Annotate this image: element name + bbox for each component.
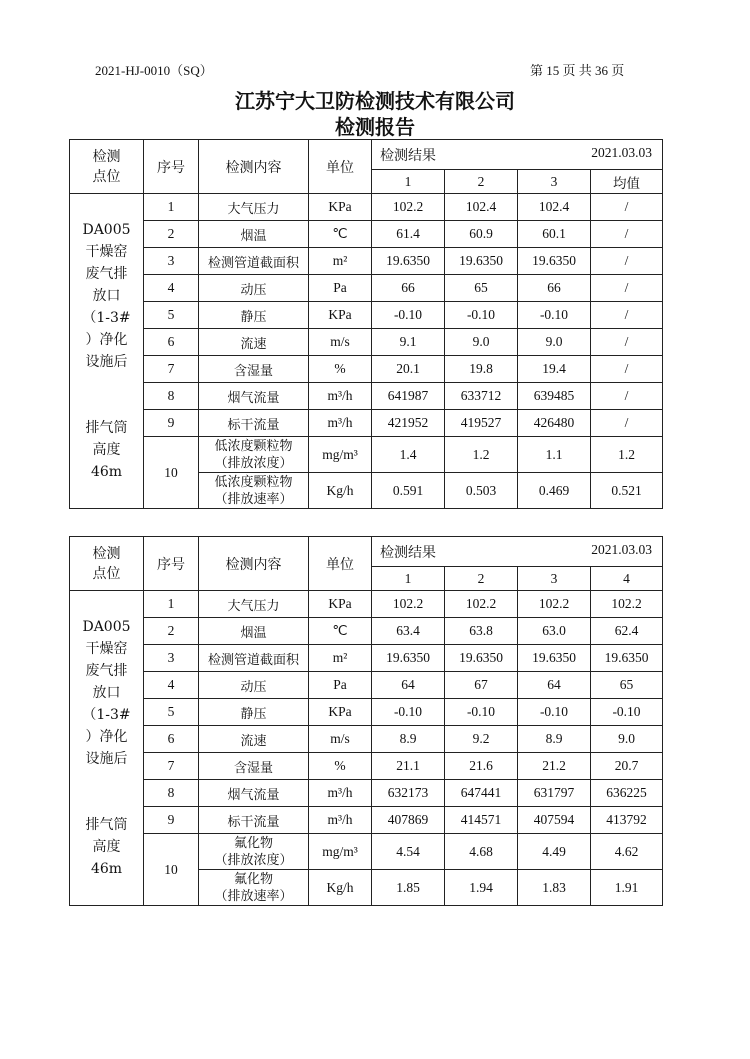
table-row — [70, 807, 663, 834]
result-value: 8.9 — [518, 726, 591, 753]
result-value: 1.94 — [445, 870, 518, 906]
column-header-point: 检测 点位 — [70, 140, 144, 194]
column-header-point: 检测 点位 — [70, 537, 144, 591]
table-row — [70, 618, 663, 645]
test-item: 含湿量 — [199, 356, 309, 383]
table-row — [70, 329, 663, 356]
test-item: 含湿量 — [199, 753, 309, 780]
result-value: 66 — [518, 275, 591, 302]
result-value: -0.10 — [591, 699, 663, 726]
result-value: 102.2 — [372, 194, 445, 221]
result-value: 9.1 — [372, 329, 445, 356]
result-value: -0.10 — [518, 302, 591, 329]
result-value: 65 — [591, 672, 663, 699]
row-number: 4 — [144, 672, 199, 699]
result-value: 19.6350 — [518, 248, 591, 275]
result-value: 407869 — [372, 807, 445, 834]
result-value: 1.4 — [372, 437, 445, 473]
result-value: 0.469 — [518, 473, 591, 509]
result-value: 20.1 — [372, 356, 445, 383]
unit: Pa — [309, 672, 372, 699]
sub-column-header: 3 — [518, 567, 591, 591]
result-value: -0.10 — [372, 302, 445, 329]
result-value: -0.10 — [445, 699, 518, 726]
test-item: 烟气流量 — [199, 780, 309, 807]
page-number: 第 15 页 共 36 页 — [530, 63, 625, 78]
result-value: 21.2 — [518, 753, 591, 780]
unit: m³/h — [309, 383, 372, 410]
column-header-unit: 单位 — [309, 537, 372, 591]
result-value: / — [591, 194, 663, 221]
test-item: 低浓度颗粒物 （排放速率） — [199, 473, 309, 509]
unit: Kg/h — [309, 870, 372, 906]
result-value: 102.2 — [445, 591, 518, 618]
column-header-unit: 单位 — [309, 140, 372, 194]
result-value: 414571 — [445, 807, 518, 834]
test-item: 静压 — [199, 699, 309, 726]
sampling-point: DA005 干燥窑 废气排 放口 （1-3# ）净化 设施后 排气筒 高度 46m — [70, 591, 144, 906]
results-table-1 — [69, 139, 663, 509]
sub-column-header: 2 — [445, 567, 518, 591]
result-value: 102.2 — [372, 591, 445, 618]
result-value: 9.0 — [591, 726, 663, 753]
result-value: 426480 — [518, 410, 591, 437]
result-value: 65 — [445, 275, 518, 302]
row-number: 3 — [144, 645, 199, 672]
test-item: 静压 — [199, 302, 309, 329]
row-number: 6 — [144, 329, 199, 356]
result-value: / — [591, 275, 663, 302]
row-number: 1 — [144, 194, 199, 221]
unit: m² — [309, 645, 372, 672]
result-value: 1.2 — [445, 437, 518, 473]
result-value: 60.9 — [445, 221, 518, 248]
result-value: 19.6350 — [372, 248, 445, 275]
results-label: 检测结果 — [380, 147, 436, 164]
result-value: -0.10 — [372, 699, 445, 726]
result-value: 407594 — [518, 807, 591, 834]
column-header-results — [372, 537, 663, 567]
result-value: / — [591, 248, 663, 275]
result-value: 20.7 — [591, 753, 663, 780]
column-header-item: 检测内容 — [199, 537, 309, 591]
table-row — [70, 248, 663, 275]
sub-column-header: 3 — [518, 170, 591, 194]
unit: mg/m³ — [309, 437, 372, 473]
result-value: 19.6350 — [518, 645, 591, 672]
result-value: 61.4 — [372, 221, 445, 248]
unit: ℃ — [309, 221, 372, 248]
test-item: 检测管道截面积 — [199, 248, 309, 275]
unit: m³/h — [309, 807, 372, 834]
unit: % — [309, 753, 372, 780]
sub-column-header: 2 — [445, 170, 518, 194]
result-value: 413792 — [591, 807, 663, 834]
column-header-results — [372, 140, 663, 170]
result-value: -0.10 — [518, 699, 591, 726]
test-item: 流速 — [199, 726, 309, 753]
result-value: 1.91 — [591, 870, 663, 906]
test-item: 流速 — [199, 329, 309, 356]
result-value: / — [591, 383, 663, 410]
result-value: 0.521 — [591, 473, 663, 509]
test-date: 2021.03.03 — [591, 144, 652, 160]
row-number: 4 — [144, 275, 199, 302]
row-number: 5 — [144, 302, 199, 329]
test-item: 标干流量 — [199, 410, 309, 437]
result-value: 19.6350 — [591, 645, 663, 672]
result-value: 1.85 — [372, 870, 445, 906]
result-value: 641987 — [372, 383, 445, 410]
table-row — [70, 356, 663, 383]
result-value: 19.6350 — [372, 645, 445, 672]
row-number: 2 — [144, 618, 199, 645]
result-value: 419527 — [445, 410, 518, 437]
table-row — [70, 221, 663, 248]
row-number: 9 — [144, 807, 199, 834]
sub-column-header: 1 — [372, 567, 445, 591]
test-item: 大气压力 — [199, 194, 309, 221]
unit: KPa — [309, 194, 372, 221]
row-number: 10 — [144, 834, 199, 906]
unit: m/s — [309, 329, 372, 356]
result-value: 62.4 — [591, 618, 663, 645]
table-row — [70, 437, 663, 473]
column-header-item: 检测内容 — [199, 140, 309, 194]
unit: m/s — [309, 726, 372, 753]
result-value: 636225 — [591, 780, 663, 807]
result-value: 8.9 — [372, 726, 445, 753]
result-value: -0.10 — [445, 302, 518, 329]
sub-column-header: 4 — [591, 567, 663, 591]
report-title: 检测报告 — [335, 115, 415, 139]
table-row — [70, 591, 663, 618]
results-table-2 — [69, 536, 663, 906]
unit: KPa — [309, 591, 372, 618]
result-value: 421952 — [372, 410, 445, 437]
unit: KPa — [309, 699, 372, 726]
result-value: 0.591 — [372, 473, 445, 509]
table-row — [70, 275, 663, 302]
result-value: 63.8 — [445, 618, 518, 645]
test-item: 低浓度颗粒物 （排放浓度） — [199, 437, 309, 473]
test-item: 动压 — [199, 275, 309, 302]
result-value: 647441 — [445, 780, 518, 807]
result-value: 632173 — [372, 780, 445, 807]
table-row — [70, 194, 663, 221]
result-value: 102.2 — [518, 591, 591, 618]
result-value: 4.54 — [372, 834, 445, 870]
sampling-point: DA005 干燥窑 废气排 放口 （1-3# ）净化 设施后 排气筒 高度 46m — [70, 194, 144, 509]
test-date: 2021.03.03 — [591, 541, 652, 557]
row-number: 7 — [144, 356, 199, 383]
unit: KPa — [309, 302, 372, 329]
test-item: 氟化物 （排放浓度） — [199, 834, 309, 870]
result-value: 102.2 — [591, 591, 663, 618]
result-value: / — [591, 221, 663, 248]
results-label: 检测结果 — [380, 544, 436, 561]
sub-column-header: 1 — [372, 170, 445, 194]
test-item: 氟化物 （排放速率） — [199, 870, 309, 906]
table-row — [70, 726, 663, 753]
result-value: 67 — [445, 672, 518, 699]
result-value: 19.4 — [518, 356, 591, 383]
table-row — [70, 140, 663, 170]
unit: Pa — [309, 275, 372, 302]
table-row — [70, 383, 663, 410]
result-value: 63.4 — [372, 618, 445, 645]
column-header-no: 序号 — [144, 140, 199, 194]
result-value: 19.8 — [445, 356, 518, 383]
result-value: 0.503 — [445, 473, 518, 509]
result-value: 64 — [372, 672, 445, 699]
table-row — [70, 753, 663, 780]
result-value: 60.1 — [518, 221, 591, 248]
table-row — [70, 302, 663, 329]
result-value: 102.4 — [518, 194, 591, 221]
result-value: 4.49 — [518, 834, 591, 870]
result-value: 63.0 — [518, 618, 591, 645]
result-value: 1.83 — [518, 870, 591, 906]
row-number: 1 — [144, 591, 199, 618]
unit: mg/m³ — [309, 834, 372, 870]
test-item: 大气压力 — [199, 591, 309, 618]
result-value: 19.6350 — [445, 248, 518, 275]
result-value: 631797 — [518, 780, 591, 807]
result-value: 21.6 — [445, 753, 518, 780]
table-row — [70, 537, 663, 567]
result-value: 102.4 — [445, 194, 518, 221]
table-row — [70, 780, 663, 807]
table-row — [70, 410, 663, 437]
unit: m³/h — [309, 780, 372, 807]
table-row — [70, 699, 663, 726]
result-value: 19.6350 — [445, 645, 518, 672]
result-value: 9.0 — [445, 329, 518, 356]
result-value: 66 — [372, 275, 445, 302]
test-item: 动压 — [199, 672, 309, 699]
test-item: 标干流量 — [199, 807, 309, 834]
result-value: 639485 — [518, 383, 591, 410]
result-value: 9.2 — [445, 726, 518, 753]
result-value: / — [591, 302, 663, 329]
row-number: 2 — [144, 221, 199, 248]
unit: Kg/h — [309, 473, 372, 509]
result-value: 64 — [518, 672, 591, 699]
table-row — [70, 645, 663, 672]
table-row — [70, 834, 663, 870]
row-number: 8 — [144, 383, 199, 410]
row-number: 9 — [144, 410, 199, 437]
sub-column-header: 均值 — [591, 170, 663, 194]
results-header — [372, 145, 662, 165]
result-value: 4.68 — [445, 834, 518, 870]
row-number: 7 — [144, 753, 199, 780]
result-value: 4.62 — [591, 834, 663, 870]
unit: m² — [309, 248, 372, 275]
unit: % — [309, 356, 372, 383]
test-item: 烟温 — [199, 221, 309, 248]
company-title: 江苏宁大卫防检测技术有限公司 — [235, 89, 515, 113]
row-number: 6 — [144, 726, 199, 753]
result-value: / — [591, 410, 663, 437]
row-number: 8 — [144, 780, 199, 807]
row-number: 10 — [144, 437, 199, 509]
result-value: 21.1 — [372, 753, 445, 780]
unit: m³/h — [309, 410, 372, 437]
row-number: 5 — [144, 699, 199, 726]
doc-code: 2021-HJ-0010（SQ） — [95, 63, 213, 78]
row-number: 3 — [144, 248, 199, 275]
result-value: 633712 — [445, 383, 518, 410]
test-item: 烟气流量 — [199, 383, 309, 410]
table-row — [70, 672, 663, 699]
test-item: 烟温 — [199, 618, 309, 645]
result-value: 1.2 — [591, 437, 663, 473]
result-value: 9.0 — [518, 329, 591, 356]
test-item: 检测管道截面积 — [199, 645, 309, 672]
results-header — [372, 542, 662, 562]
unit: ℃ — [309, 618, 372, 645]
result-value: 1.1 — [518, 437, 591, 473]
result-value: / — [591, 329, 663, 356]
column-header-no: 序号 — [144, 537, 199, 591]
result-value: / — [591, 356, 663, 383]
